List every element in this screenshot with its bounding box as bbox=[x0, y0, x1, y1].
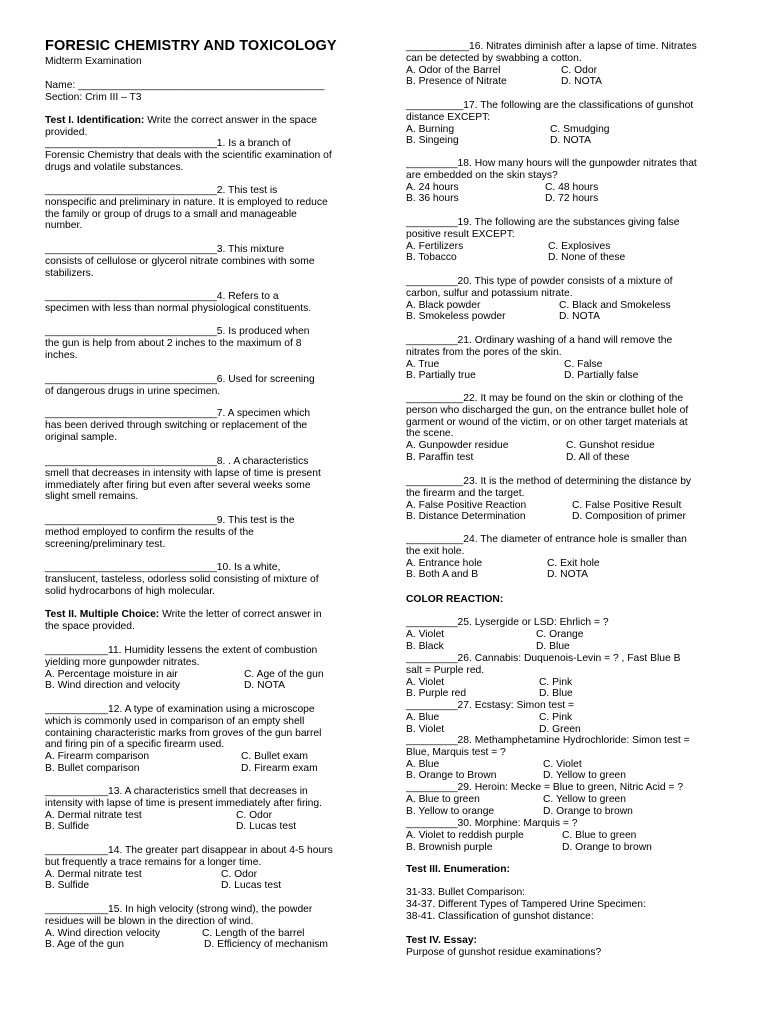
answer-option: D. NOTA bbox=[559, 311, 600, 323]
answer-options-row bbox=[406, 688, 724, 700]
question-line: can be detected by swabbing a cotton. bbox=[406, 52, 582, 64]
answer-option: B. Sulfide bbox=[45, 821, 90, 833]
answer-option: D. NOTA bbox=[561, 76, 602, 88]
answer-options-row bbox=[406, 677, 724, 689]
answer-option: D. NOTA bbox=[550, 135, 591, 147]
question-line: distance EXCEPT: bbox=[406, 111, 491, 123]
identification-item bbox=[45, 374, 357, 398]
answer-options-row bbox=[45, 680, 357, 692]
answer-option: A. Burning bbox=[406, 123, 455, 135]
multiple-choice-item bbox=[45, 904, 357, 951]
answer-option: C. False bbox=[564, 358, 603, 370]
section-heading: Test II. Multiple Choice: bbox=[45, 609, 160, 620]
answer-options-row bbox=[45, 821, 357, 833]
answer-option: D. None of these bbox=[548, 252, 626, 264]
color-reaction-item bbox=[406, 735, 724, 782]
answer-option: A. Violet bbox=[406, 628, 445, 640]
answer-option: C. Orange bbox=[536, 628, 584, 640]
question-line: ______________________________1. Is a branch of bbox=[45, 138, 291, 149]
question-line: the firearm and the target. bbox=[406, 487, 525, 499]
instruction-text: Write the correct answer in the space bbox=[144, 115, 318, 126]
answer-option: A. 24 hours bbox=[406, 181, 459, 193]
answer-options-row bbox=[406, 452, 724, 464]
answer-options-row bbox=[406, 511, 724, 523]
question-line: _________21. Ordinary washing of a hand will remove the bbox=[406, 335, 673, 346]
answer-option: D. NOTA bbox=[547, 569, 588, 581]
answer-option: C. Odor bbox=[221, 868, 258, 880]
multiple-choice-item bbox=[45, 845, 357, 892]
color-reaction-item bbox=[406, 818, 724, 853]
test2-instructions bbox=[45, 609, 357, 633]
answer-option: A. Blue bbox=[406, 711, 440, 723]
answer-option: C. Pink bbox=[539, 676, 573, 688]
answer-option: C. 48 hours bbox=[545, 181, 599, 193]
question-line: _________19. The following are the substances giving false bbox=[406, 217, 680, 228]
answer-options-row bbox=[406, 558, 724, 570]
answer-option: A. Black powder bbox=[406, 299, 481, 311]
answer-option: D. Efficiency of mechanism bbox=[204, 939, 328, 951]
question-line: _________25. Lysergide or LSD: Ehrlich = ? bbox=[406, 617, 609, 628]
answer-options-row bbox=[45, 669, 357, 681]
section-field-line: Section: Crim III – T3 bbox=[45, 91, 142, 103]
identification-item bbox=[45, 244, 357, 279]
question-line: _________20. This type of powder consists of a mixture of bbox=[406, 276, 673, 287]
answer-options-row bbox=[45, 928, 357, 940]
question-line: __________17. The following are the classifications of gunshot bbox=[406, 100, 694, 111]
answer-options-row bbox=[406, 641, 724, 653]
question-line: solid hydrocarbons of high molecular. bbox=[45, 585, 215, 597]
answer-options-row bbox=[406, 359, 724, 371]
multiple-choice-item bbox=[406, 476, 724, 523]
question-line: garment or wound of the victim, or on other target materials at bbox=[406, 416, 688, 428]
answer-options-row bbox=[406, 770, 724, 782]
question-line: ______________________________3. This mixture bbox=[45, 244, 285, 255]
identification-item bbox=[45, 138, 357, 173]
question-line: ______________________________5. Is produced when bbox=[45, 326, 310, 337]
answer-options-row bbox=[406, 252, 724, 264]
answer-option: B. Paraffin test bbox=[406, 451, 474, 463]
name-field-line: Name: ___________________________________________ bbox=[45, 80, 325, 91]
answer-options-row bbox=[45, 810, 357, 822]
answer-option: B. Bullet comparison bbox=[45, 762, 140, 774]
question-line: nitrates from the pores of the skin. bbox=[406, 346, 562, 358]
answer-option: C. Age of the gun bbox=[244, 668, 324, 680]
answer-option: A. Percentage moisture in air bbox=[45, 668, 178, 680]
answer-options-row bbox=[406, 724, 724, 736]
question-line: _________18. How many hours will the gunpowder nitrates that bbox=[406, 158, 697, 169]
answer-option: C. Yellow to green bbox=[543, 793, 627, 805]
answer-option: A. Gunpowder residue bbox=[406, 440, 509, 452]
answer-option: B. Yellow to orange bbox=[406, 805, 495, 817]
answer-option: A. Blue to green bbox=[406, 793, 480, 805]
question-line: positive result EXCEPT: bbox=[406, 228, 515, 240]
section-instruction bbox=[406, 935, 724, 947]
identification-item bbox=[45, 515, 357, 550]
question-line: _________30. Morphine: Marquis = ? bbox=[406, 818, 578, 829]
color-reaction-item bbox=[406, 700, 724, 735]
answer-option: C. Length of the barrel bbox=[202, 927, 305, 939]
answer-option: B. Singeing bbox=[406, 135, 459, 147]
answer-option: B. Wind direction and velocity bbox=[45, 680, 181, 692]
question-line: but frequently a trace remains for a longer time. bbox=[45, 856, 262, 868]
name-line bbox=[45, 80, 357, 104]
answer-option: D. All of these bbox=[566, 451, 630, 463]
answer-option: D. NOTA bbox=[244, 680, 285, 692]
answer-option: D. Orange to brown bbox=[562, 841, 652, 853]
answer-options-row bbox=[406, 629, 724, 641]
instruction-text: the space provided. bbox=[45, 620, 135, 632]
answer-options-row bbox=[406, 759, 724, 771]
multiple-choice-item bbox=[406, 217, 724, 264]
question-line: of dangerous drugs in urine specimen. bbox=[45, 385, 221, 397]
answer-options-row bbox=[406, 370, 724, 382]
answer-options-row bbox=[406, 440, 724, 452]
answer-options-row bbox=[406, 830, 724, 842]
multiple-choice-item bbox=[406, 393, 724, 464]
multiple-choice-item bbox=[406, 41, 724, 88]
answer-option: B. Violet bbox=[406, 723, 445, 735]
question-line: consists of cellulose or glycerol nitrate combines with some bbox=[45, 255, 315, 267]
question-line: ___________15. In high velocity (strong wind), the powder bbox=[45, 904, 313, 915]
answer-option: A. Entrance hole bbox=[406, 557, 483, 569]
question-line: ______________________________4. Refers to a bbox=[45, 291, 279, 302]
answer-options-row bbox=[406, 300, 724, 312]
answer-option: A. Odor of the Barrel bbox=[406, 64, 501, 76]
answer-option: C. Gunshot residue bbox=[566, 440, 655, 452]
question-line: containing characteristic marks from groves of the gun barrel bbox=[45, 727, 322, 739]
multiple-choice-item bbox=[406, 335, 724, 382]
section-instruction bbox=[406, 864, 724, 876]
section-heading: COLOR REACTION: bbox=[406, 594, 504, 605]
question-line: drugs and volatile substances. bbox=[45, 161, 184, 173]
question-line: slight smell remains. bbox=[45, 491, 139, 503]
exam-header bbox=[45, 56, 357, 68]
answer-options-row bbox=[406, 794, 724, 806]
answer-option: D. Composition of primer bbox=[572, 511, 686, 523]
answer-option: D. Yellow to green bbox=[543, 770, 627, 782]
answer-option: D. Lucas test bbox=[221, 880, 282, 892]
question-line: intensity with lapse of time is present immediately after firing. bbox=[45, 797, 322, 809]
question-line: translucent, tasteless, odorless solid consisting of mixture of bbox=[45, 573, 319, 585]
question-line: stabilizers. bbox=[45, 267, 94, 279]
answer-option: D. Blue bbox=[539, 688, 573, 700]
question-line: screening/preliminary test. bbox=[45, 538, 166, 550]
test1-instructions bbox=[45, 115, 357, 139]
question-line: number. bbox=[45, 220, 83, 232]
multiple-choice-item bbox=[406, 158, 724, 205]
answer-option: B. Black bbox=[406, 640, 444, 652]
answer-option: C. Explosives bbox=[548, 240, 611, 252]
answer-options-row bbox=[45, 939, 357, 951]
identification-item bbox=[45, 456, 357, 503]
identification-item bbox=[45, 408, 357, 443]
multiple-choice-item bbox=[406, 276, 724, 323]
answer-option: D. Blue bbox=[536, 640, 570, 652]
question-line: ______________________________6. Used for screening bbox=[45, 374, 315, 385]
answer-option: A. Wind direction velocity bbox=[45, 927, 161, 939]
identification-item bbox=[45, 291, 357, 315]
answer-option: C. Pink bbox=[539, 711, 573, 723]
exam-title: FORESIC CHEMISTRY AND TOXICOLOGY bbox=[45, 38, 337, 54]
answer-options-row bbox=[45, 751, 357, 763]
question-line: person who discharged the gun, on the entrance bullet hole of bbox=[406, 404, 689, 416]
answer-option: B. Distance Determination bbox=[406, 511, 526, 523]
answer-options-row bbox=[406, 76, 724, 88]
test4-section bbox=[406, 935, 724, 959]
question-line: nonspecific and preliminary in nature. It is employed to reduce bbox=[45, 196, 328, 208]
question-line: _________28. Methamphetamine Hydrochloride: Simon test = bbox=[406, 735, 690, 746]
question-line: inches. bbox=[45, 349, 78, 361]
answer-option: A. Dermal nitrate test bbox=[45, 868, 142, 880]
enumeration-list bbox=[406, 887, 724, 922]
question-line: smell that decreases in intensity with lapse of time is present bbox=[45, 467, 321, 479]
answer-option: D. Lucas test bbox=[236, 821, 297, 833]
enumeration-item: 38-41. Classification of gunshot distance: bbox=[406, 910, 594, 922]
answer-options-row bbox=[406, 712, 724, 724]
answer-option: D. Partially false bbox=[564, 370, 639, 382]
question-line: specimen with less than normal physiological constituents. bbox=[45, 302, 312, 314]
question-line: ___________13. A characteristics smell that decreases in bbox=[45, 786, 308, 797]
enumeration-item: 31-33. Bullet Comparison: bbox=[406, 887, 526, 898]
question-line: and firing pin of a specific firearm used. bbox=[45, 739, 225, 751]
answer-options-row bbox=[45, 763, 357, 775]
question-line: the gun is help from about 2 inches to the maximum of 8 bbox=[45, 337, 302, 349]
answer-option: B. Orange to Brown bbox=[406, 770, 497, 782]
question-line: __________23. It is the method of determining the distance by bbox=[406, 476, 692, 487]
question-line: has been derived through switching or replacement of the bbox=[45, 419, 308, 431]
answer-option: A. Blue bbox=[406, 758, 440, 770]
answer-option: C. Black and Smokeless bbox=[559, 299, 671, 311]
answer-options-row bbox=[406, 182, 724, 194]
identification-item bbox=[45, 562, 357, 597]
question-line: the exit hole. bbox=[406, 545, 465, 557]
answer-option: C. Exit hole bbox=[547, 557, 600, 569]
answer-option: D. Firearm exam bbox=[241, 762, 318, 774]
question-line: Blue, Marquis test = ? bbox=[406, 746, 506, 758]
answer-options-row bbox=[406, 65, 724, 77]
answer-option: B. Tobacco bbox=[406, 252, 457, 264]
question-line: ______________________________8. . A characteristics bbox=[45, 456, 309, 467]
answer-option: B. Presence of Nitrate bbox=[406, 76, 507, 88]
multiple-choice-item bbox=[45, 786, 357, 833]
color-reaction-item bbox=[406, 653, 724, 700]
answer-options-row bbox=[406, 241, 724, 253]
section-heading: Test IV. Essay: bbox=[406, 935, 477, 946]
answer-options-row bbox=[45, 880, 357, 892]
identification-item bbox=[45, 185, 357, 232]
answer-option: D. Green bbox=[539, 723, 581, 735]
answer-option: C. Odor bbox=[236, 809, 273, 821]
question-line: _________26. Cannabis: Duquenois-Levin = ? , Fast Blue B bbox=[406, 653, 681, 664]
question-line: carbon, sulfur and potassium nitrate. bbox=[406, 287, 573, 299]
question-line: ______________________________7. A specimen which bbox=[45, 408, 311, 419]
answer-option: C. Violet bbox=[543, 758, 582, 770]
answer-options-row bbox=[406, 806, 724, 818]
question-line: _________27. Ecstasy: Simon test = bbox=[406, 700, 575, 711]
question-line: salt = Purple red. bbox=[406, 664, 485, 676]
question-line: which is commonly used in comparison of an empty shell bbox=[45, 715, 305, 727]
color-reaction-item bbox=[406, 617, 724, 652]
answer-option: C. Bullet exam bbox=[241, 751, 308, 763]
multiple-choice-item bbox=[45, 645, 357, 692]
test3-section bbox=[406, 864, 724, 876]
answer-option: A. False Positive Reaction bbox=[406, 499, 527, 511]
question-line: __________24. The diameter of entrance hole is smaller than bbox=[406, 534, 687, 545]
answer-option: B. Both A and B bbox=[406, 569, 479, 581]
section-heading: Test I. Identification: bbox=[45, 115, 145, 126]
answer-option: B. Smokeless powder bbox=[406, 311, 506, 323]
answer-option: B. 36 hours bbox=[406, 193, 459, 205]
answer-option: A. Fertilizers bbox=[406, 240, 464, 252]
answer-option: A. True bbox=[406, 358, 440, 370]
answer-option: D. 72 hours bbox=[545, 193, 599, 205]
question-line: ______________________________2. This test is bbox=[45, 185, 278, 196]
answer-option: B. Age of the gun bbox=[45, 939, 125, 951]
answer-options-row bbox=[406, 135, 724, 147]
question-line: the scene. bbox=[406, 428, 454, 440]
question-line: ___________16. Nitrates diminish after a lapse of time. Nitrates bbox=[406, 41, 697, 52]
question-line: the family or group of drugs to a small and manageable bbox=[45, 208, 297, 220]
multiple-choice-item bbox=[406, 100, 724, 147]
color-reaction-heading bbox=[406, 594, 724, 606]
answer-option: C. Smudging bbox=[550, 123, 610, 135]
section-instruction bbox=[45, 609, 357, 621]
answer-option: A. Violet to reddish purple bbox=[406, 829, 524, 841]
answer-options-row bbox=[406, 842, 724, 854]
instruction-text: Write the letter of correct answer in bbox=[159, 609, 322, 620]
enumeration-item: 34-37. Different Types of Tampered Urine Specimen: bbox=[406, 898, 646, 910]
answer-options-row bbox=[406, 193, 724, 205]
answer-options-row bbox=[406, 124, 724, 136]
exam-subtitle: Midterm Examination bbox=[45, 56, 142, 67]
answer-option: B. Sulfide bbox=[45, 880, 90, 892]
answer-options-row bbox=[406, 569, 724, 581]
answer-options-row bbox=[406, 311, 724, 323]
multiple-choice-item bbox=[45, 704, 357, 775]
answer-option: D. Orange to brown bbox=[543, 805, 633, 817]
essay-question: Purpose of gunshot residue examinations? bbox=[406, 946, 602, 958]
answer-option: A. Firearm comparison bbox=[45, 751, 150, 763]
question-line: are embedded on the skin stays? bbox=[406, 169, 558, 181]
section-heading: Test III. Enumeration: bbox=[406, 864, 510, 875]
question-line: ______________________________9. This test is the bbox=[45, 515, 295, 526]
question-line: ______________________________10. Is a white, bbox=[45, 562, 281, 573]
question-line: ___________14. The greater part disappear in about 4-5 hours bbox=[45, 845, 333, 856]
answer-option: B. Purple red bbox=[406, 688, 467, 700]
answer-option: A. Dermal nitrate test bbox=[45, 809, 142, 821]
question-line: ___________12. A type of examination using a microscope bbox=[45, 704, 315, 715]
section-instruction bbox=[45, 115, 357, 127]
multiple-choice-item bbox=[406, 534, 724, 581]
question-line: residues will be blown in the direction of wind. bbox=[45, 915, 254, 927]
identification-item bbox=[45, 326, 357, 361]
question-line: immediately after firing but even after several weeks some bbox=[45, 479, 311, 491]
answer-options-row bbox=[406, 500, 724, 512]
answer-option: B. Brownish purple bbox=[406, 841, 493, 853]
section-instruction bbox=[406, 594, 724, 606]
question-line: ___________11. Humidity lessens the extent of combustion bbox=[45, 645, 318, 656]
answer-option: B. Partially true bbox=[406, 370, 476, 382]
question-line: method employed to confirm the results of the bbox=[45, 526, 254, 538]
answer-option: C. Odor bbox=[561, 64, 598, 76]
question-line: __________22. It may be found on the skin or clothing of the bbox=[406, 393, 684, 404]
answer-option: C. False Positive Result bbox=[572, 499, 682, 511]
answer-option: A. Violet bbox=[406, 676, 445, 688]
question-line: _________29. Heroin: Mecke = Blue to green, Nitric Acid = ? bbox=[406, 782, 684, 793]
question-line: yielding more gunpowder nitrates. bbox=[45, 656, 200, 668]
color-reaction-item bbox=[406, 782, 724, 817]
question-line: Forensic Chemistry that deals with the scientific examination of bbox=[45, 149, 332, 161]
answer-options-row bbox=[45, 869, 357, 881]
question-line: original sample. bbox=[45, 431, 118, 443]
instruction-text: provided. bbox=[45, 126, 88, 138]
answer-option: C. Blue to green bbox=[562, 829, 637, 841]
